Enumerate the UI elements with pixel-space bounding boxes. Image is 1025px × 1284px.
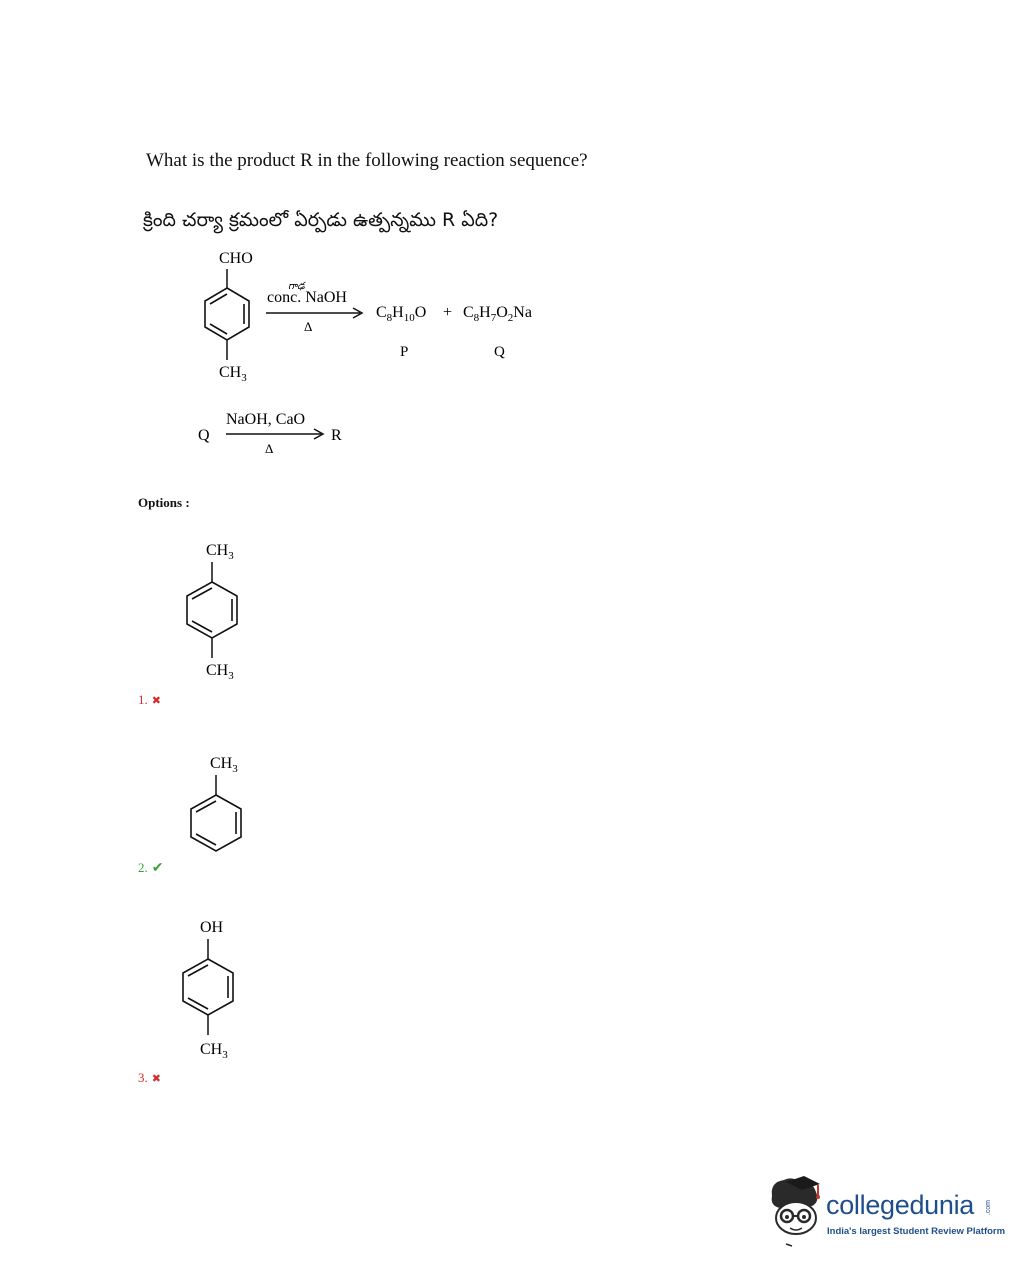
option-3-top-label: OH xyxy=(200,919,224,936)
option-2-structure[interactable] xyxy=(160,745,280,855)
product-q-formula: $C_8H_7O_2Na$ xyxy=(463,304,532,324)
option-3[interactable] xyxy=(138,1070,161,1086)
incorrect-icon: ✖ xyxy=(151,1073,161,1085)
question-telugu: క్రింది చర్యా క్రమంలో ఏర్పడు ఉత్పన్నము R ఏది? xyxy=(143,209,499,231)
reagent-telugu: గాఢ xyxy=(288,281,305,292)
brand-logo-text: collegedunia xyxy=(826,1190,975,1220)
heat-symbol: Δ xyxy=(304,319,313,334)
option-3-number: 3. xyxy=(138,1070,148,1085)
label-p: P xyxy=(400,344,409,360)
brand-logo-suffix: .com xyxy=(985,1200,992,1216)
heat-symbol-2: Δ xyxy=(265,441,274,456)
reagent-naoh-cao: NaOH, CaO xyxy=(226,411,306,428)
option-2[interactable] xyxy=(138,860,163,877)
product-p-formula: $C_8H_{10}O$ xyxy=(376,304,427,324)
plus-sign: + xyxy=(443,304,453,321)
benzene-ring xyxy=(205,288,249,340)
option-1-top-label: $CH_3$ xyxy=(206,542,234,562)
reactant-cho-label: CHO xyxy=(219,250,253,267)
reaction-scheme-1 xyxy=(0,0,1025,480)
option-1-bottom-label: $CH_3$ xyxy=(206,662,234,682)
option-1-number: 1. xyxy=(138,692,148,707)
option-1-structure[interactable] xyxy=(150,530,290,690)
benzene-ring xyxy=(191,795,241,851)
student-mascot-icon xyxy=(766,1176,824,1248)
reactant-ch3-label: $CH_3$ xyxy=(219,364,247,384)
label-q: Q xyxy=(494,344,505,360)
reactant-q: Q xyxy=(198,427,210,444)
brand-tagline: India's largest Student Review Platform xyxy=(827,1226,1006,1237)
reagent-conc-naoh: conc. NaOH xyxy=(267,289,347,306)
benzene-ring xyxy=(183,959,233,1015)
options-heading: Options : xyxy=(138,495,190,510)
incorrect-icon: ✖ xyxy=(151,695,161,707)
option-3-structure[interactable] xyxy=(150,910,290,1070)
product-r: R xyxy=(331,427,342,444)
option-2-number: 2. xyxy=(138,860,148,875)
correct-icon: ✔ xyxy=(151,861,164,876)
option-2-top-label: $CH_3$ xyxy=(210,755,238,775)
question-english: What is the product R in the following reaction sequence? xyxy=(146,150,588,171)
option-1[interactable] xyxy=(138,692,161,708)
benzene-ring xyxy=(187,582,237,638)
option-3-bottom-label: $CH_3$ xyxy=(200,1041,228,1061)
